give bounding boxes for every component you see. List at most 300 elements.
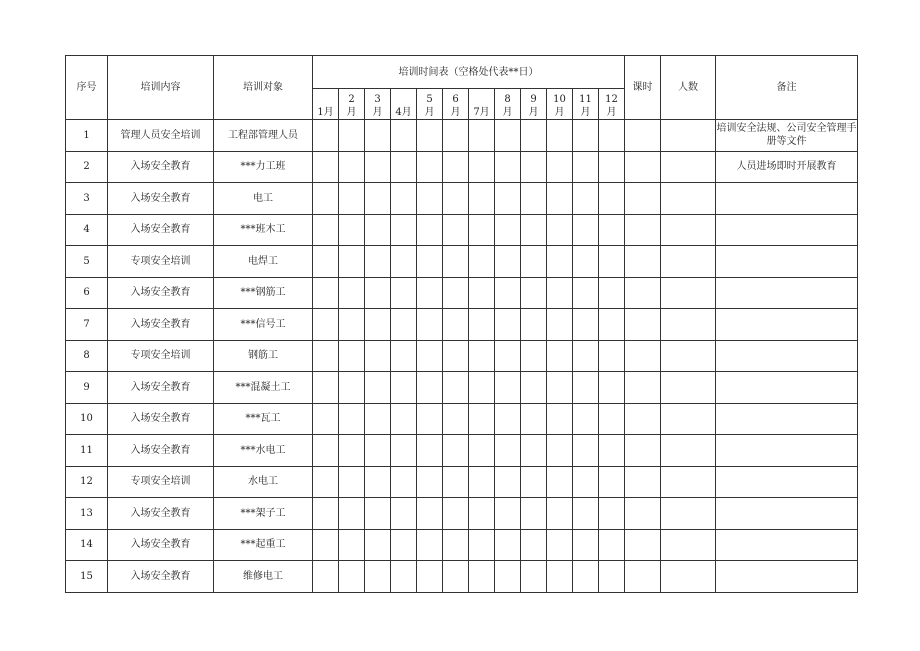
row-seq: 13: [66, 498, 108, 530]
month-cell-3: [365, 372, 391, 404]
row-target: ***钢筋工: [214, 277, 313, 309]
month-cell-7: [469, 372, 495, 404]
month-header-7: [469, 89, 495, 120]
row-hours: [625, 466, 661, 498]
month-cell-10: [547, 372, 573, 404]
month-cell-10: [547, 246, 573, 278]
row-seq: 9: [66, 372, 108, 404]
month-cell-9: [521, 309, 547, 341]
training-schedule-table: [65, 55, 858, 593]
month-number: 9: [530, 94, 537, 105]
month-cell-1: [313, 309, 339, 341]
month-cell-9: [521, 183, 547, 215]
month-cell-9: [521, 498, 547, 530]
month-label: 4月: [395, 107, 412, 118]
header-content: 培训内容: [108, 56, 214, 120]
table-row: [66, 183, 858, 215]
month-cell-4: [391, 403, 417, 435]
month-cell-5: [417, 120, 443, 152]
month-cell-10: [547, 277, 573, 309]
month-cell-4: [391, 183, 417, 215]
month-cell-11: [573, 151, 599, 183]
row-content: 入场安全教育: [108, 435, 214, 467]
row-people: [661, 372, 716, 404]
month-cell-3: [365, 498, 391, 530]
month-cell-2: [339, 466, 365, 498]
month-cell-3: [365, 120, 391, 152]
month-label: 1月: [317, 107, 334, 118]
month-label: 月: [606, 107, 617, 118]
month-cell-3: [365, 277, 391, 309]
row-hours: [625, 403, 661, 435]
row-content: 入场安全教育: [108, 183, 214, 215]
month-cell-11: [573, 498, 599, 530]
month-number: 6: [452, 94, 459, 105]
month-cell-8: [495, 340, 521, 372]
row-target: ***力工班: [214, 151, 313, 183]
month-cell-8: [495, 277, 521, 309]
month-cell-5: [417, 372, 443, 404]
row-hours: [625, 183, 661, 215]
month-cell-6: [443, 561, 469, 593]
month-header-12: [599, 89, 625, 120]
month-cell-5: [417, 309, 443, 341]
row-people: [661, 183, 716, 215]
table-row: [66, 561, 858, 593]
month-cell-8: [495, 529, 521, 561]
row-content: 专项安全培训: [108, 340, 214, 372]
month-cell-11: [573, 340, 599, 372]
row-seq: 4: [66, 214, 108, 246]
month-cell-12: [599, 498, 625, 530]
month-cell-12: [599, 151, 625, 183]
month-number: 5: [426, 94, 433, 105]
row-target: ***瓦工: [214, 403, 313, 435]
month-cell-1: [313, 561, 339, 593]
header-schedule: 培训时间表（空格处代表**日）: [313, 56, 625, 89]
table-row: [66, 372, 858, 404]
month-cell-3: [365, 151, 391, 183]
month-cell-5: [417, 435, 443, 467]
month-cell-7: [469, 529, 495, 561]
month-cell-6: [443, 246, 469, 278]
row-hours: [625, 529, 661, 561]
month-cell-4: [391, 340, 417, 372]
row-target: 电焊工: [214, 246, 313, 278]
month-cell-1: [313, 246, 339, 278]
month-cell-12: [599, 340, 625, 372]
month-cell-1: [313, 277, 339, 309]
month-cell-6: [443, 214, 469, 246]
month-label: 月: [528, 107, 539, 118]
month-cell-4: [391, 277, 417, 309]
month-cell-6: [443, 183, 469, 215]
month-cell-5: [417, 340, 443, 372]
row-content: 入场安全教育: [108, 498, 214, 530]
row-remarks: [716, 466, 858, 498]
month-cell-12: [599, 403, 625, 435]
month-cell-9: [521, 435, 547, 467]
month-cell-1: [313, 372, 339, 404]
month-number: 11: [579, 94, 592, 105]
month-cell-5: [417, 561, 443, 593]
month-cell-9: [521, 277, 547, 309]
month-cell-2: [339, 183, 365, 215]
month-cell-2: [339, 498, 365, 530]
month-cell-12: [599, 529, 625, 561]
month-cell-9: [521, 372, 547, 404]
row-people: [661, 246, 716, 278]
month-cell-5: [417, 151, 443, 183]
table-row: [66, 403, 858, 435]
month-cell-1: [313, 403, 339, 435]
month-cell-10: [547, 120, 573, 152]
month-cell-12: [599, 183, 625, 215]
month-cell-10: [547, 403, 573, 435]
header-target: 培训对象: [214, 56, 313, 120]
row-people: [661, 214, 716, 246]
month-cell-7: [469, 340, 495, 372]
month-cell-2: [339, 120, 365, 152]
month-cell-2: [339, 246, 365, 278]
month-cell-7: [469, 277, 495, 309]
row-remarks: [716, 214, 858, 246]
month-cell-12: [599, 246, 625, 278]
month-cell-3: [365, 214, 391, 246]
month-cell-7: [469, 309, 495, 341]
month-cell-5: [417, 403, 443, 435]
month-number: 8: [504, 94, 511, 105]
month-cell-5: [417, 466, 443, 498]
month-cell-2: [339, 340, 365, 372]
month-cell-10: [547, 309, 573, 341]
row-seq: 14: [66, 529, 108, 561]
row-hours: [625, 561, 661, 593]
month-cell-9: [521, 466, 547, 498]
row-target: ***信号工: [214, 309, 313, 341]
month-cell-10: [547, 498, 573, 530]
month-cell-7: [469, 561, 495, 593]
month-cell-7: [469, 214, 495, 246]
row-seq: 10: [66, 403, 108, 435]
row-content: 入场安全教育: [108, 561, 214, 593]
month-cell-11: [573, 120, 599, 152]
month-cell-9: [521, 151, 547, 183]
row-remarks: [716, 403, 858, 435]
month-label: 月: [554, 107, 565, 118]
month-label: 月: [372, 107, 383, 118]
month-cell-3: [365, 435, 391, 467]
row-people: [661, 151, 716, 183]
row-target: ***架子工: [214, 498, 313, 530]
month-cell-12: [599, 466, 625, 498]
row-hours: [625, 277, 661, 309]
month-cell-4: [391, 309, 417, 341]
month-cell-4: [391, 151, 417, 183]
month-cell-6: [443, 498, 469, 530]
header-row-top: [66, 56, 858, 89]
month-cell-2: [339, 309, 365, 341]
month-header-8: [495, 89, 521, 120]
month-cell-9: [521, 214, 547, 246]
month-cell-4: [391, 466, 417, 498]
row-people: [661, 403, 716, 435]
row-remarks: [716, 277, 858, 309]
month-cell-4: [391, 120, 417, 152]
month-header-2: [339, 89, 365, 120]
month-cell-1: [313, 435, 339, 467]
month-number: 2: [348, 94, 355, 105]
month-cell-6: [443, 435, 469, 467]
row-seq: 3: [66, 183, 108, 215]
table-row: [66, 498, 858, 530]
month-cell-12: [599, 435, 625, 467]
header-hours: 课时: [625, 56, 661, 120]
month-cell-1: [313, 498, 339, 530]
row-people: [661, 309, 716, 341]
month-cell-8: [495, 435, 521, 467]
month-cell-8: [495, 151, 521, 183]
row-content: 专项安全培训: [108, 246, 214, 278]
month-cell-2: [339, 561, 365, 593]
month-cell-4: [391, 246, 417, 278]
row-hours: [625, 214, 661, 246]
row-seq: 6: [66, 277, 108, 309]
month-cell-1: [313, 151, 339, 183]
header-seq: 序号: [66, 56, 108, 120]
table-row: [66, 277, 858, 309]
month-cell-3: [365, 340, 391, 372]
table-row: [66, 466, 858, 498]
month-cell-3: [365, 529, 391, 561]
row-hours: [625, 340, 661, 372]
month-header-11: [573, 89, 599, 120]
month-label: 月: [424, 107, 435, 118]
month-cell-12: [599, 120, 625, 152]
month-cell-9: [521, 561, 547, 593]
header-people: 人数: [661, 56, 716, 120]
row-people: [661, 498, 716, 530]
row-remarks: [716, 309, 858, 341]
row-target: 电工: [214, 183, 313, 215]
row-target: 钢筋工: [214, 340, 313, 372]
row-seq: 15: [66, 561, 108, 593]
month-header-10: [547, 89, 573, 120]
month-cell-1: [313, 183, 339, 215]
month-cell-6: [443, 466, 469, 498]
row-seq: 7: [66, 309, 108, 341]
month-cell-1: [313, 529, 339, 561]
month-cell-3: [365, 561, 391, 593]
month-cell-10: [547, 466, 573, 498]
row-content: 入场安全教育: [108, 372, 214, 404]
month-cell-12: [599, 214, 625, 246]
month-cell-2: [339, 277, 365, 309]
month-cell-1: [313, 466, 339, 498]
month-cell-8: [495, 561, 521, 593]
header-remarks: 备注: [716, 56, 858, 120]
month-number: 3: [374, 94, 381, 105]
month-cell-8: [495, 214, 521, 246]
month-header-5: [417, 89, 443, 120]
month-label: 月: [580, 107, 591, 118]
month-cell-7: [469, 183, 495, 215]
month-cell-9: [521, 246, 547, 278]
row-content: 入场安全教育: [108, 151, 214, 183]
month-header-3: [365, 89, 391, 120]
month-cell-8: [495, 309, 521, 341]
table-row: [66, 309, 858, 341]
row-content: 管理人员安全培训: [108, 120, 214, 152]
row-hours: [625, 309, 661, 341]
month-label: 7月: [473, 107, 490, 118]
month-cell-11: [573, 183, 599, 215]
month-cell-7: [469, 246, 495, 278]
month-cell-3: [365, 246, 391, 278]
month-cell-3: [365, 466, 391, 498]
row-remarks: [716, 372, 858, 404]
month-cell-9: [521, 120, 547, 152]
row-hours: [625, 498, 661, 530]
row-seq: 11: [66, 435, 108, 467]
row-seq: 2: [66, 151, 108, 183]
row-target: 维修电工: [214, 561, 313, 593]
month-cell-8: [495, 466, 521, 498]
month-cell-11: [573, 372, 599, 404]
row-remarks: [716, 340, 858, 372]
month-cell-5: [417, 498, 443, 530]
row-target: 工程部管理人员: [214, 120, 313, 152]
month-label: 月: [502, 107, 513, 118]
month-cell-8: [495, 372, 521, 404]
month-cell-11: [573, 309, 599, 341]
month-cell-7: [469, 151, 495, 183]
month-cell-6: [443, 277, 469, 309]
row-target: ***起重工: [214, 529, 313, 561]
month-cell-10: [547, 151, 573, 183]
month-cell-9: [521, 340, 547, 372]
month-label: 月: [450, 107, 461, 118]
row-target: ***混凝土工: [214, 372, 313, 404]
month-cell-10: [547, 435, 573, 467]
row-remarks: [716, 183, 858, 215]
month-cell-8: [495, 498, 521, 530]
month-cell-4: [391, 435, 417, 467]
row-people: [661, 466, 716, 498]
row-hours: [625, 151, 661, 183]
table-row: [66, 246, 858, 278]
month-cell-11: [573, 403, 599, 435]
month-cell-5: [417, 529, 443, 561]
month-cell-3: [365, 309, 391, 341]
row-hours: [625, 435, 661, 467]
month-header-1: [313, 89, 339, 120]
month-cell-7: [469, 435, 495, 467]
month-header-6: [443, 89, 469, 120]
month-cell-4: [391, 561, 417, 593]
row-hours: [625, 372, 661, 404]
row-target: 水电工: [214, 466, 313, 498]
month-cell-6: [443, 151, 469, 183]
month-cell-2: [339, 435, 365, 467]
month-cell-7: [469, 120, 495, 152]
month-cell-11: [573, 435, 599, 467]
table-row: [66, 151, 858, 183]
month-cell-6: [443, 120, 469, 152]
table-row: [66, 529, 858, 561]
month-cell-9: [521, 403, 547, 435]
month-cell-10: [547, 529, 573, 561]
month-cell-12: [599, 561, 625, 593]
month-cell-7: [469, 498, 495, 530]
month-cell-2: [339, 214, 365, 246]
month-number: 12: [605, 94, 618, 105]
month-cell-5: [417, 246, 443, 278]
month-cell-6: [443, 529, 469, 561]
month-cell-6: [443, 403, 469, 435]
month-cell-12: [599, 277, 625, 309]
month-cell-8: [495, 246, 521, 278]
month-cell-2: [339, 151, 365, 183]
row-seq: 12: [66, 466, 108, 498]
row-content: 入场安全教育: [108, 277, 214, 309]
table-row: [66, 214, 858, 246]
month-header-9: [521, 89, 547, 120]
row-people: [661, 277, 716, 309]
month-cell-5: [417, 277, 443, 309]
row-content: 入场安全教育: [108, 403, 214, 435]
month-cell-10: [547, 561, 573, 593]
month-cell-12: [599, 372, 625, 404]
month-cell-4: [391, 372, 417, 404]
month-cell-11: [573, 246, 599, 278]
row-people: [661, 561, 716, 593]
month-cell-4: [391, 214, 417, 246]
month-cell-9: [521, 529, 547, 561]
row-content: 入场安全教育: [108, 529, 214, 561]
month-cell-3: [365, 403, 391, 435]
month-cell-10: [547, 340, 573, 372]
row-people: [661, 340, 716, 372]
month-label: 月: [346, 107, 357, 118]
month-cell-7: [469, 466, 495, 498]
row-content: 专项安全培训: [108, 466, 214, 498]
month-cell-1: [313, 340, 339, 372]
row-remarks: [716, 561, 858, 593]
month-cell-2: [339, 372, 365, 404]
month-cell-4: [391, 498, 417, 530]
row-people: [661, 529, 716, 561]
month-cell-6: [443, 340, 469, 372]
table-row: [66, 435, 858, 467]
table-row: [66, 120, 858, 152]
month-cell-11: [573, 214, 599, 246]
month-cell-2: [339, 529, 365, 561]
row-people: [661, 120, 716, 152]
month-cell-11: [573, 561, 599, 593]
month-cell-11: [573, 466, 599, 498]
row-remarks: 培训安全法规、公司安全管理手册等文件: [716, 120, 858, 152]
row-seq: 8: [66, 340, 108, 372]
row-seq: 5: [66, 246, 108, 278]
row-remarks: [716, 246, 858, 278]
month-cell-5: [417, 214, 443, 246]
month-cell-6: [443, 372, 469, 404]
month-header-4: [391, 89, 417, 120]
row-content: 入场安全教育: [108, 309, 214, 341]
row-remarks: [716, 529, 858, 561]
month-cell-5: [417, 183, 443, 215]
